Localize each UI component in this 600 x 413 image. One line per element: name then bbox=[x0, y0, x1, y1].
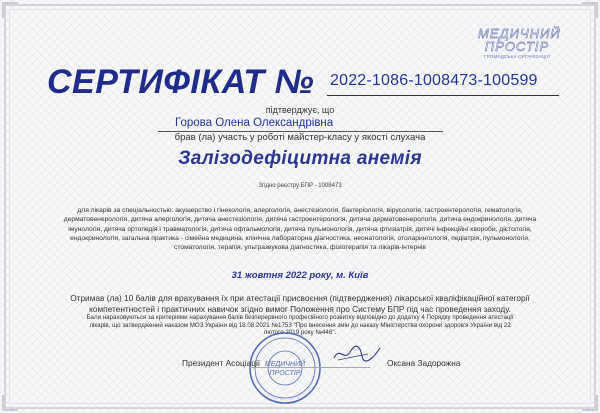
certificate-number: 2022-1086-1008473-100599 bbox=[330, 72, 538, 89]
corner-ornament bbox=[582, 2, 598, 18]
specialties-text: для лікарів за спеціальностью: акушерство і гінекологія, алергологія, анестезіологія, бактеріологія, вірусологія, гастроентерологія, гематологія, дерматовенерологія, дитяча алергологія, дитяча анестезіологія, дитяча гастроентерологія, дитяча дерматовенерологія, дитяча ендокринологія, дитяча імунологія, дитяча ортопедія і травматологія, дитяча офтальмологія, дитяча пульмонологія, дитяча фтизіатрія, дитячі інфекційні хвороби, дієтологія, ендокринологія, загальна практика - сімейна медицина, клінічна лабораторна діагностика, неонатологія, отоларингологія, педіатрія, пульмонологія, стоматологія, терапія, ультразвукова діагностика, фізіотерапія та лікарів-інтернів bbox=[63, 207, 537, 252]
signature-line bbox=[250, 367, 370, 368]
stamp-line-2: ПРОСТІР bbox=[269, 370, 301, 377]
title-row bbox=[47, 62, 557, 102]
date-place: 31 жовтня 2022 року, м. Київ bbox=[231, 270, 369, 281]
points-text: Отримав (ла) 10 балів для врахування їх при атестації присвоєння (підтвердження) лікарської кваліфікаційної категорії компетентностей і практичних навичок згідно вимог Положення про Систему БПР під час проведення заходу. bbox=[70, 293, 530, 314]
event-title: Залізодефіцитна анемія bbox=[178, 148, 422, 169]
corner-ornament bbox=[582, 395, 598, 411]
organization-logo bbox=[478, 26, 561, 59]
recipient-name: Горова Олена Олександрівна bbox=[175, 117, 334, 129]
corner-ornament bbox=[2, 395, 18, 411]
registry-number: Згідно реєстру БПР - 1008473 bbox=[258, 183, 342, 189]
corner-ornament bbox=[2, 2, 18, 18]
logo-line-1: МЕДИЧНИЙ bbox=[478, 26, 561, 41]
round-stamp bbox=[247, 330, 323, 406]
confirms-text: підтверджує, що bbox=[265, 105, 335, 115]
points-note: Бали нараховуються за критеріями нарахування балів безперервного професійного розвитку відповідно до додатку 4 Порядку проведення атестації лікарів, що затверджений наказом МОЗ України від 18.08.2021 №1753 "Про внесення змін до наказу Міністерства охорони здоров'я України від 22 лютого 2019 року №446". bbox=[86, 314, 514, 337]
certificate-number-underline bbox=[327, 95, 559, 96]
signature-right-name: Оксана Задорожна bbox=[387, 358, 461, 368]
handwritten-signature bbox=[332, 342, 382, 364]
signature-left-label: Президент Асоціації bbox=[182, 358, 261, 368]
participation-text: брав (ла) участь у роботі майстер-класу у якості слухача bbox=[174, 132, 426, 143]
certificate-title: СЕРТИФІКАТ № bbox=[47, 63, 315, 101]
stamp-line-1: МЕДИЧНИЙ bbox=[264, 361, 306, 368]
logo-line-2: ПРОСТІР bbox=[484, 39, 550, 54]
logo-subtitle: ГРОМАДСЬКА ОРГАНІЗАЦІЯ bbox=[484, 54, 550, 59]
